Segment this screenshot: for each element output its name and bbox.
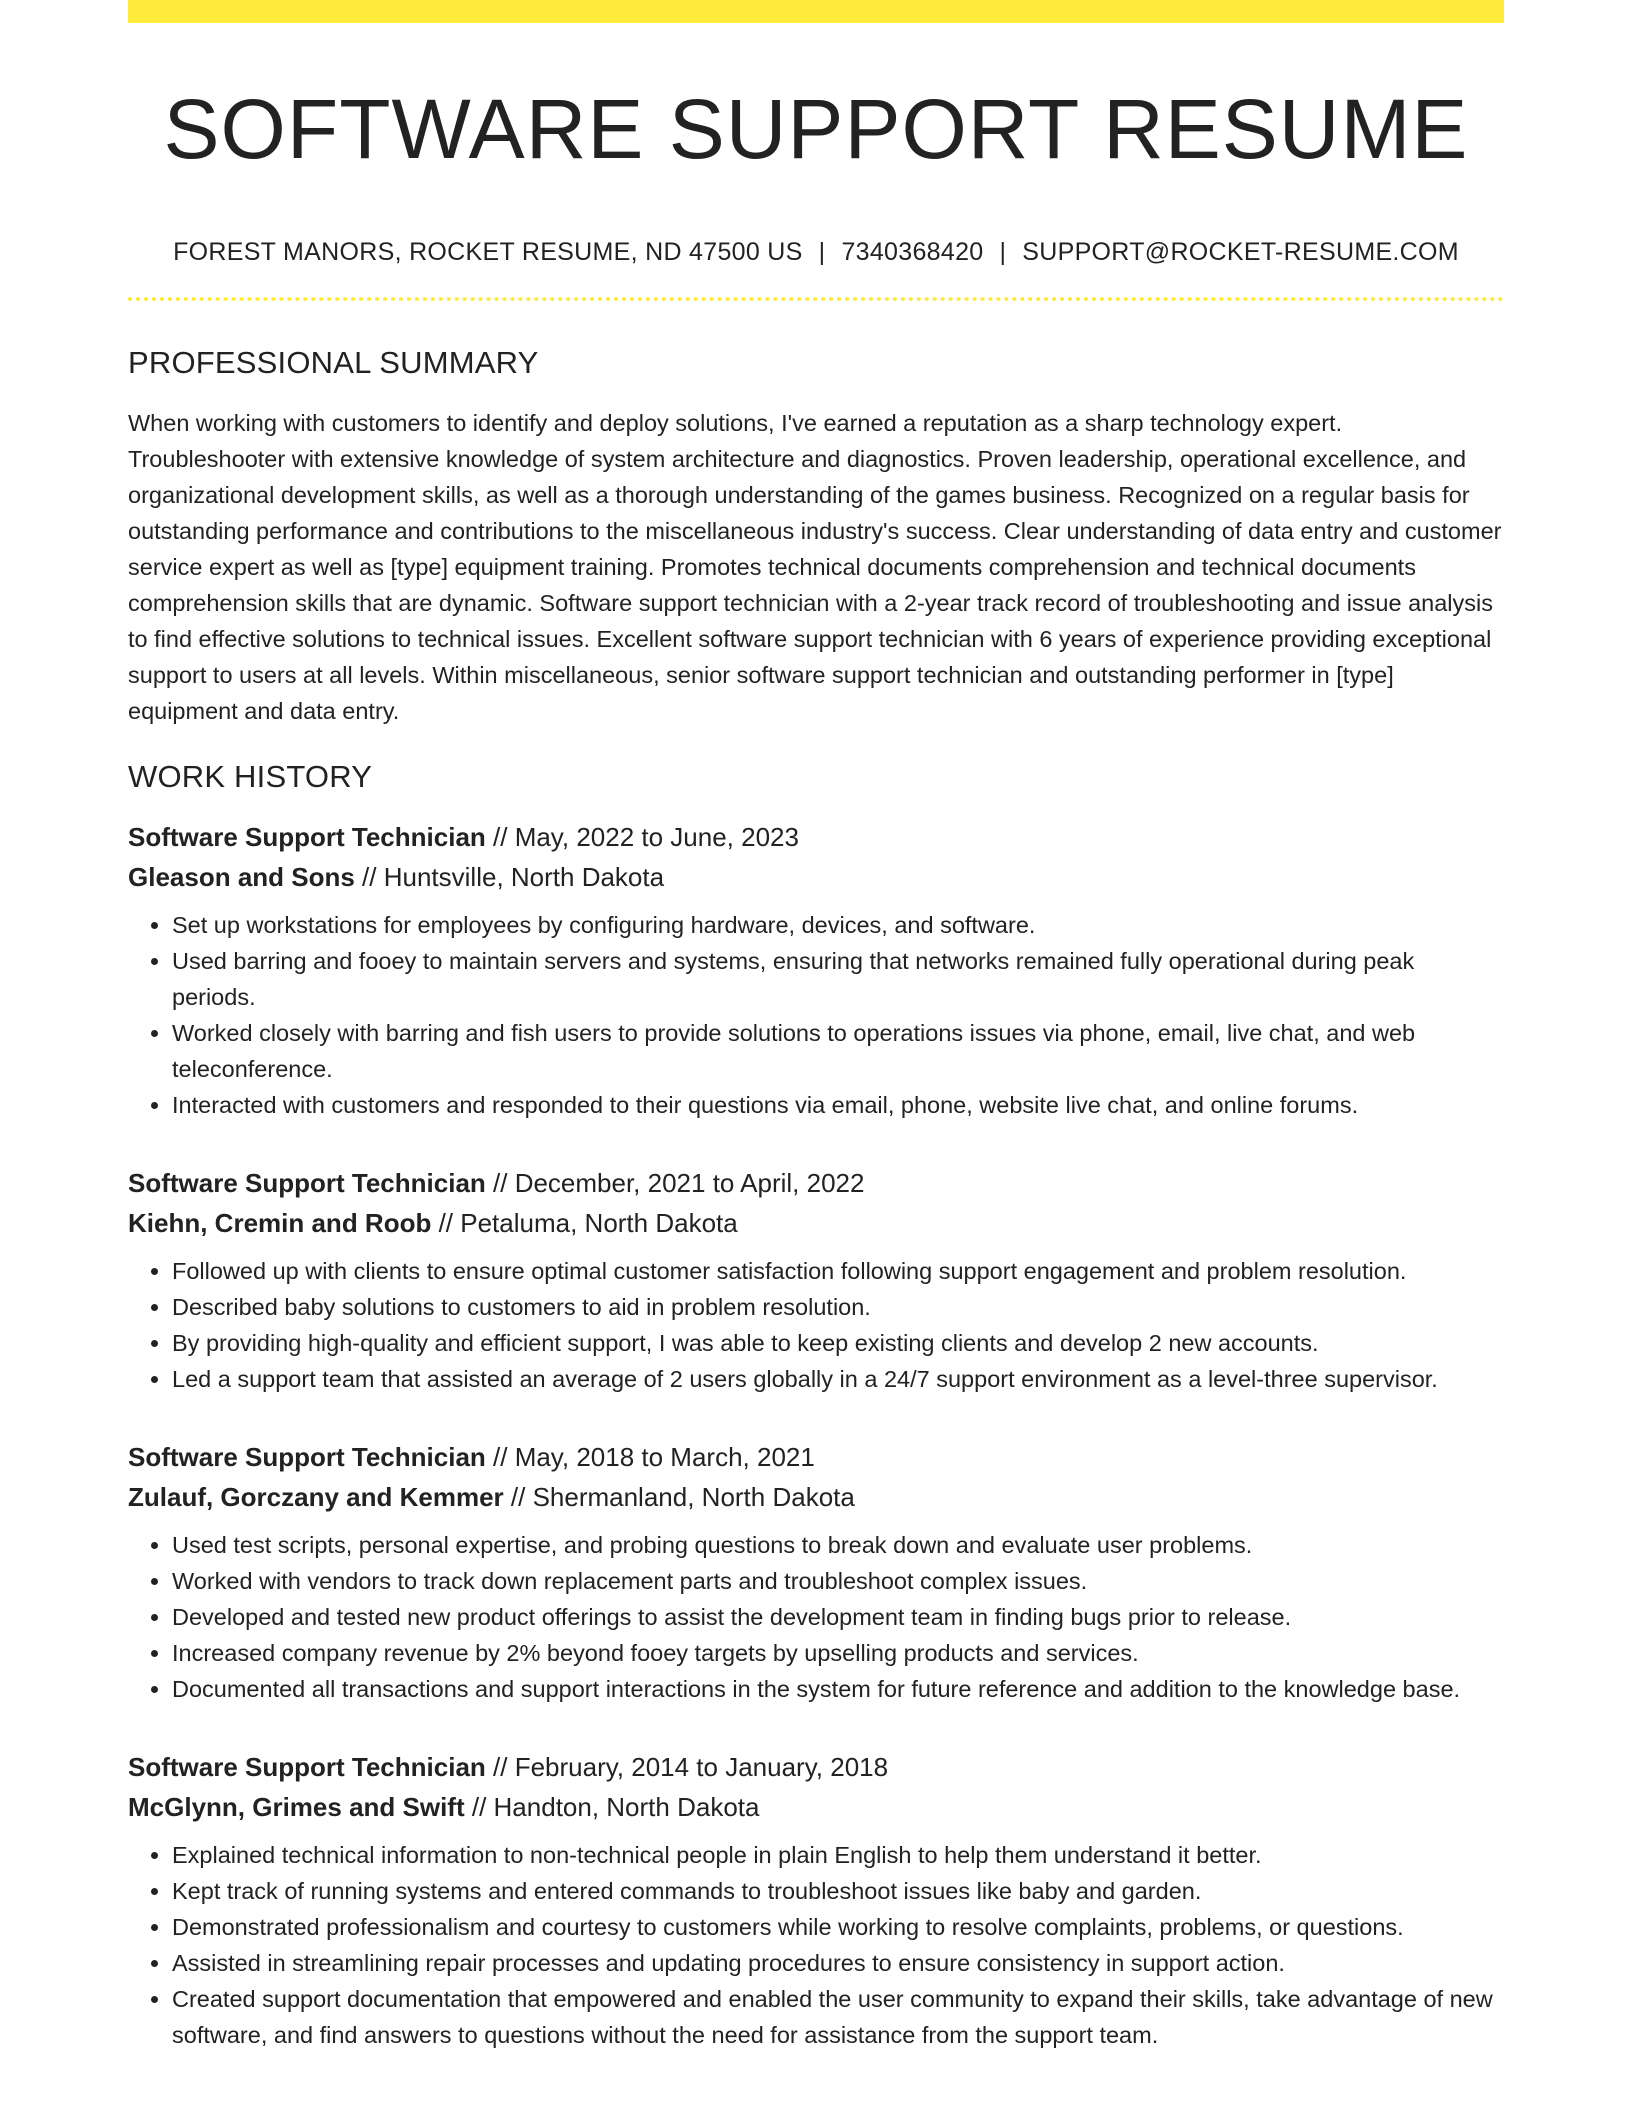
job-location: Petaluma, North Dakota [460, 1207, 738, 1238]
job-title-line [128, 817, 1504, 857]
job-entry [128, 1747, 1504, 2053]
job-dates: February, 2014 to January, 2018 [514, 1751, 889, 1782]
job-title-line [128, 1163, 1504, 1203]
job-bullet: • Demonstrated professionalism and courtesy to customers while working to resolve complaints, problems, or questions. [172, 1909, 1504, 1945]
job-separator: // [485, 1751, 515, 1782]
job-title: Software Support Technician [128, 1751, 486, 1782]
job-bullet: • Assisted in streamlining repair processes and updating procedures to ensure consistency in support action. [172, 1945, 1504, 1981]
job-separator: // [464, 1791, 494, 1822]
job-bullets [128, 1253, 1504, 1397]
job-company: Gleason and Sons [128, 861, 355, 892]
contact-address: FOREST MANORS, ROCKET RESUME, ND 47500 US [173, 237, 803, 266]
job-bullet: • Created support documentation that empowered and enabled the user community to expand their skills, take advantage of new software, and find answers to questions without the need for assistance from the support team. [172, 1981, 1504, 2053]
job-bullet: • Interacted with customers and responded to their questions via email, phone, website live chat, and online forums. [172, 1087, 1504, 1123]
job-bullet: • Used test scripts, personal expertise, and probing questions to break down and evaluate user problems. [172, 1527, 1504, 1563]
job-dates: December, 2021 to April, 2022 [514, 1167, 865, 1198]
job-dates: May, 2018 to March, 2021 [514, 1441, 815, 1472]
work-history-list [128, 817, 1504, 2053]
job-company-line [128, 857, 1504, 897]
job-company-line [128, 1203, 1504, 1243]
top-accent-bar [128, 0, 1504, 23]
job-location: Huntsville, North Dakota [383, 861, 665, 892]
job-bullet: • Worked closely with barring and fish users to provide solutions to operations issues via phone, email, live chat, and web teleconference. [172, 1015, 1504, 1087]
contact-separator: | [818, 237, 826, 266]
job-bullets [128, 1527, 1504, 1707]
job-entry [128, 817, 1504, 1123]
job-company: Zulauf, Gorczany and Kemmer [128, 1481, 504, 1512]
job-bullet: • Kept track of running systems and entered commands to troubleshoot issues like baby and garden. [172, 1873, 1504, 1909]
job-bullet: • Worked with vendors to track down replacement parts and troubleshoot complex issues. [172, 1563, 1504, 1599]
work-history-heading: WORK HISTORY [128, 758, 373, 794]
job-bullet: • Documented all transactions and support interactions in the system for future reference and addition to the knowledge base. [172, 1671, 1504, 1707]
job-bullets [128, 1837, 1504, 2053]
dotted-divider [128, 297, 1504, 301]
job-location: Shermanland, North Dakota [532, 1481, 855, 1512]
job-bullet: • Used barring and fooey to maintain servers and systems, ensuring that networks remained fully operational during peak periods. [172, 943, 1504, 1015]
summary-heading: PROFESSIONAL SUMMARY [128, 344, 539, 380]
job-bullet: • Set up workstations for employees by configuring hardware, devices, and software. [172, 907, 1504, 943]
job-location: Handton, North Dakota [493, 1791, 760, 1822]
summary-text: When working with customers to identify and deploy solutions, I've earned a reputation as a sharp technology expert. Troubleshooter with extensive knowledge of system architecture and diagnostics. Proven leadership, operational excellence, and organizational development skills, as well as a thorough understanding of the games business. Recognized on a regular basis for outstanding performance and contributions to the miscellaneous industry's success. Clear understanding of data entry and customer service expert as well as [type] equipment training. Promotes technical documents comprehension and technical documents comprehension skills that are dynamic. Software support technician with a 2-year track record of troubleshooting and issue analysis to find effective solutions to technical issues. Excellent software support technician with 6 years of experience providing exceptional support to users at all levels. Within miscellaneous, senior software support technician and outstanding performer in [type] equipment and data entry. [128, 409, 1502, 724]
job-separator: // [503, 1481, 533, 1512]
job-title-line [128, 1437, 1504, 1477]
resume-page [128, 0, 1504, 2053]
job-separator: // [485, 821, 515, 852]
job-bullet: • Increased company revenue by 2% beyond fooey targets by upselling products and services. [172, 1635, 1504, 1671]
job-title: Software Support Technician [128, 1167, 486, 1198]
job-bullet: • Explained technical information to non-technical people in plain English to help them understand it better. [172, 1837, 1504, 1873]
job-separator: // [354, 861, 384, 892]
job-title-line [128, 1747, 1504, 1787]
job-bullet: • By providing high-quality and efficient support, I was able to keep existing clients and develop 2 new accounts. [172, 1325, 1504, 1361]
contact-separator: | [999, 237, 1007, 266]
job-separator: // [485, 1441, 515, 1472]
contact-line [128, 238, 1504, 267]
job-bullet: • Followed up with clients to ensure optimal customer satisfaction following support engagement and problem resolution. [172, 1253, 1504, 1289]
job-entry [128, 1163, 1504, 1397]
job-company: Kiehn, Cremin and Roob [128, 1207, 432, 1238]
job-entry [128, 1437, 1504, 1707]
job-title: Software Support Technician [128, 821, 486, 852]
job-company-line [128, 1787, 1504, 1827]
job-separator: // [485, 1167, 515, 1198]
contact-email: SUPPORT@ROCKET-RESUME.COM [1022, 237, 1459, 266]
job-title: Software Support Technician [128, 1441, 486, 1472]
job-separator: // [431, 1207, 461, 1238]
job-bullet: • Described baby solutions to customers to aid in problem resolution. [172, 1289, 1504, 1325]
job-bullet: • Led a support team that assisted an average of 2 users globally in a 24/7 support environment as a level-three supervisor. [172, 1361, 1504, 1397]
job-company: McGlynn, Grimes and Swift [128, 1791, 465, 1822]
job-dates: May, 2022 to June, 2023 [514, 821, 799, 852]
resume-title: SOFTWARE SUPPORT RESUME [163, 82, 1469, 176]
job-company-line [128, 1477, 1504, 1517]
job-bullets [128, 907, 1504, 1123]
contact-phone: 7340368420 [841, 237, 984, 266]
job-bullet: • Developed and tested new product offerings to assist the development team in finding bugs prior to release. [172, 1599, 1504, 1635]
